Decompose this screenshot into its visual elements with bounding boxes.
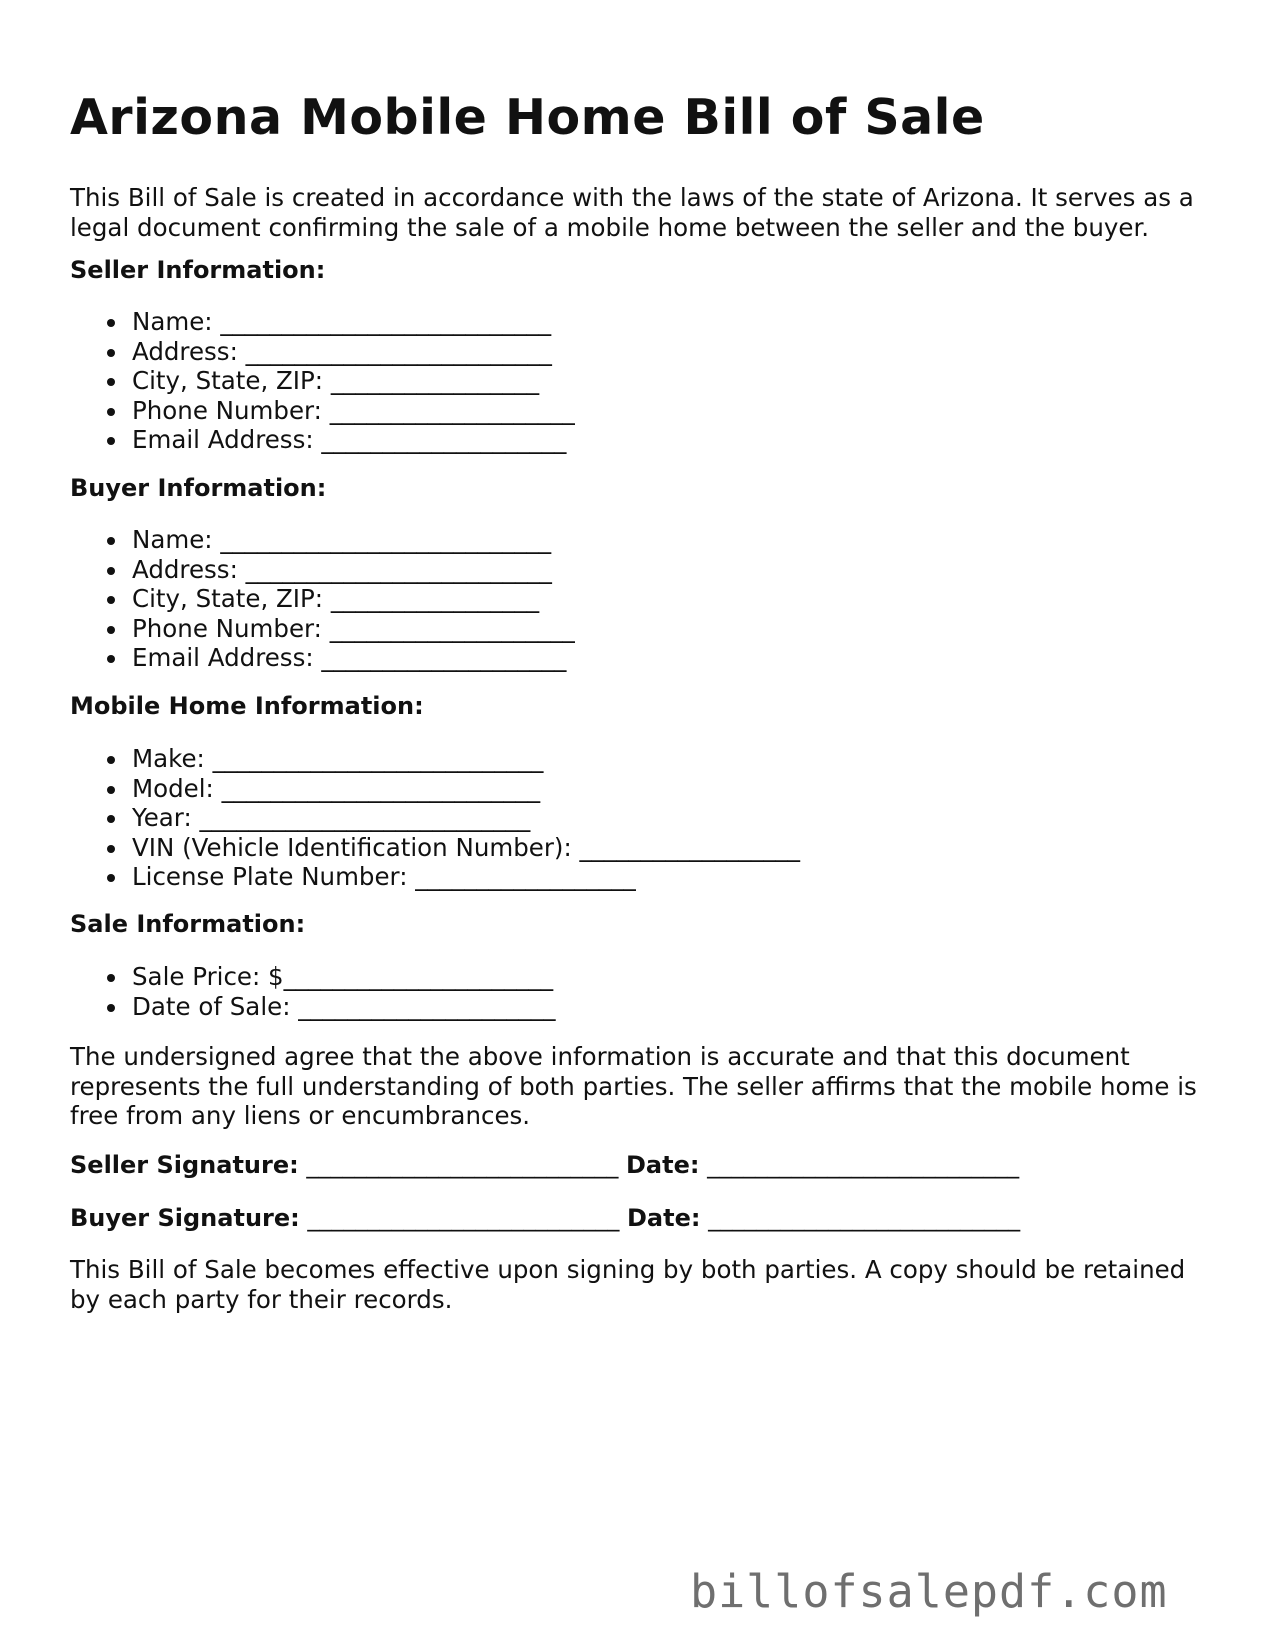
seller-email-field[interactable]: Email Address: ____________________ (132, 425, 575, 455)
document-title: Arizona Mobile Home Bill of Sale (70, 89, 985, 146)
seller-date-label: Date: (626, 1151, 700, 1179)
intro-paragraph: This Bill of Sale is created in accordance with the laws of the state of Arizona. It serves as a legal document confirming the sale of a mobile home between the seller and the buyer. (70, 183, 1194, 242)
closing-paragraph: This Bill of Sale becomes effective upon signing by both parties. A copy should be retained by each party for their records. (70, 1255, 1186, 1314)
buyer-information-list (70, 525, 575, 673)
buyer-city-state-zip-field[interactable]: City, State, ZIP: _________________ (132, 584, 575, 614)
seller-address-field[interactable]: Address: _________________________ (132, 337, 575, 367)
seller-information-list (70, 307, 575, 455)
buyer-signature-label: Buyer Signature: (70, 1204, 300, 1232)
model-field[interactable]: Model: __________________________ (132, 774, 800, 804)
make-field[interactable]: Make: ___________________________ (132, 744, 800, 774)
seller-phone-field[interactable]: Phone Number: ____________________ (132, 395, 575, 425)
seller-information-heading: Seller Information: (70, 256, 326, 284)
seller-name-field[interactable]: Name: ___________________________ (132, 307, 575, 337)
buyer-name-field[interactable]: Name: ___________________________ (132, 525, 575, 555)
buyer-address-field[interactable]: Address: _________________________ (132, 555, 575, 585)
seller-signature-line (70, 1150, 1019, 1180)
sale-information-heading: Sale Information: (70, 910, 306, 938)
buyer-information-heading: Buyer Information: (70, 474, 327, 502)
sale-price-field[interactable]: Sale Price: $______________________ (132, 962, 556, 992)
year-field[interactable]: Year: ___________________________ (132, 803, 800, 833)
buyer-email-field[interactable]: Email Address: ____________________ (132, 643, 575, 673)
buyer-signature-field[interactable]: __________________________ (299, 1204, 627, 1232)
buyer-phone-field[interactable]: Phone Number: ____________________ (132, 613, 575, 643)
seller-date-field[interactable]: __________________________ (699, 1151, 1020, 1179)
seller-city-state-zip-field[interactable]: City, State, ZIP: _________________ (132, 366, 575, 396)
sale-information-list (70, 962, 556, 1021)
buyer-signature-line (70, 1203, 1020, 1233)
vin-field[interactable]: VIN (Vehicle Identification Number): __________________ (132, 832, 801, 862)
buyer-date-label: Date: (627, 1204, 701, 1232)
watermark-text: billofsalepdf.com (690, 1565, 1168, 1618)
buyer-date-field[interactable]: __________________________ (700, 1204, 1021, 1232)
mobile-home-information-heading: Mobile Home Information: (70, 692, 424, 720)
license-plate-field[interactable]: License Plate Number: __________________ (132, 862, 800, 892)
seller-signature-field[interactable]: __________________________ (298, 1151, 626, 1179)
seller-signature-label: Seller Signature: (70, 1151, 299, 1179)
agreement-paragraph: The undersigned agree that the above information is accurate and that this document represents the full understanding of both parties. The seller affirms that the mobile home is free from any liens or encumbrances. (70, 1042, 1197, 1130)
mobile-home-information-list (70, 744, 800, 892)
date-of-sale-field[interactable]: Date of Sale: _____________________ (132, 991, 556, 1021)
